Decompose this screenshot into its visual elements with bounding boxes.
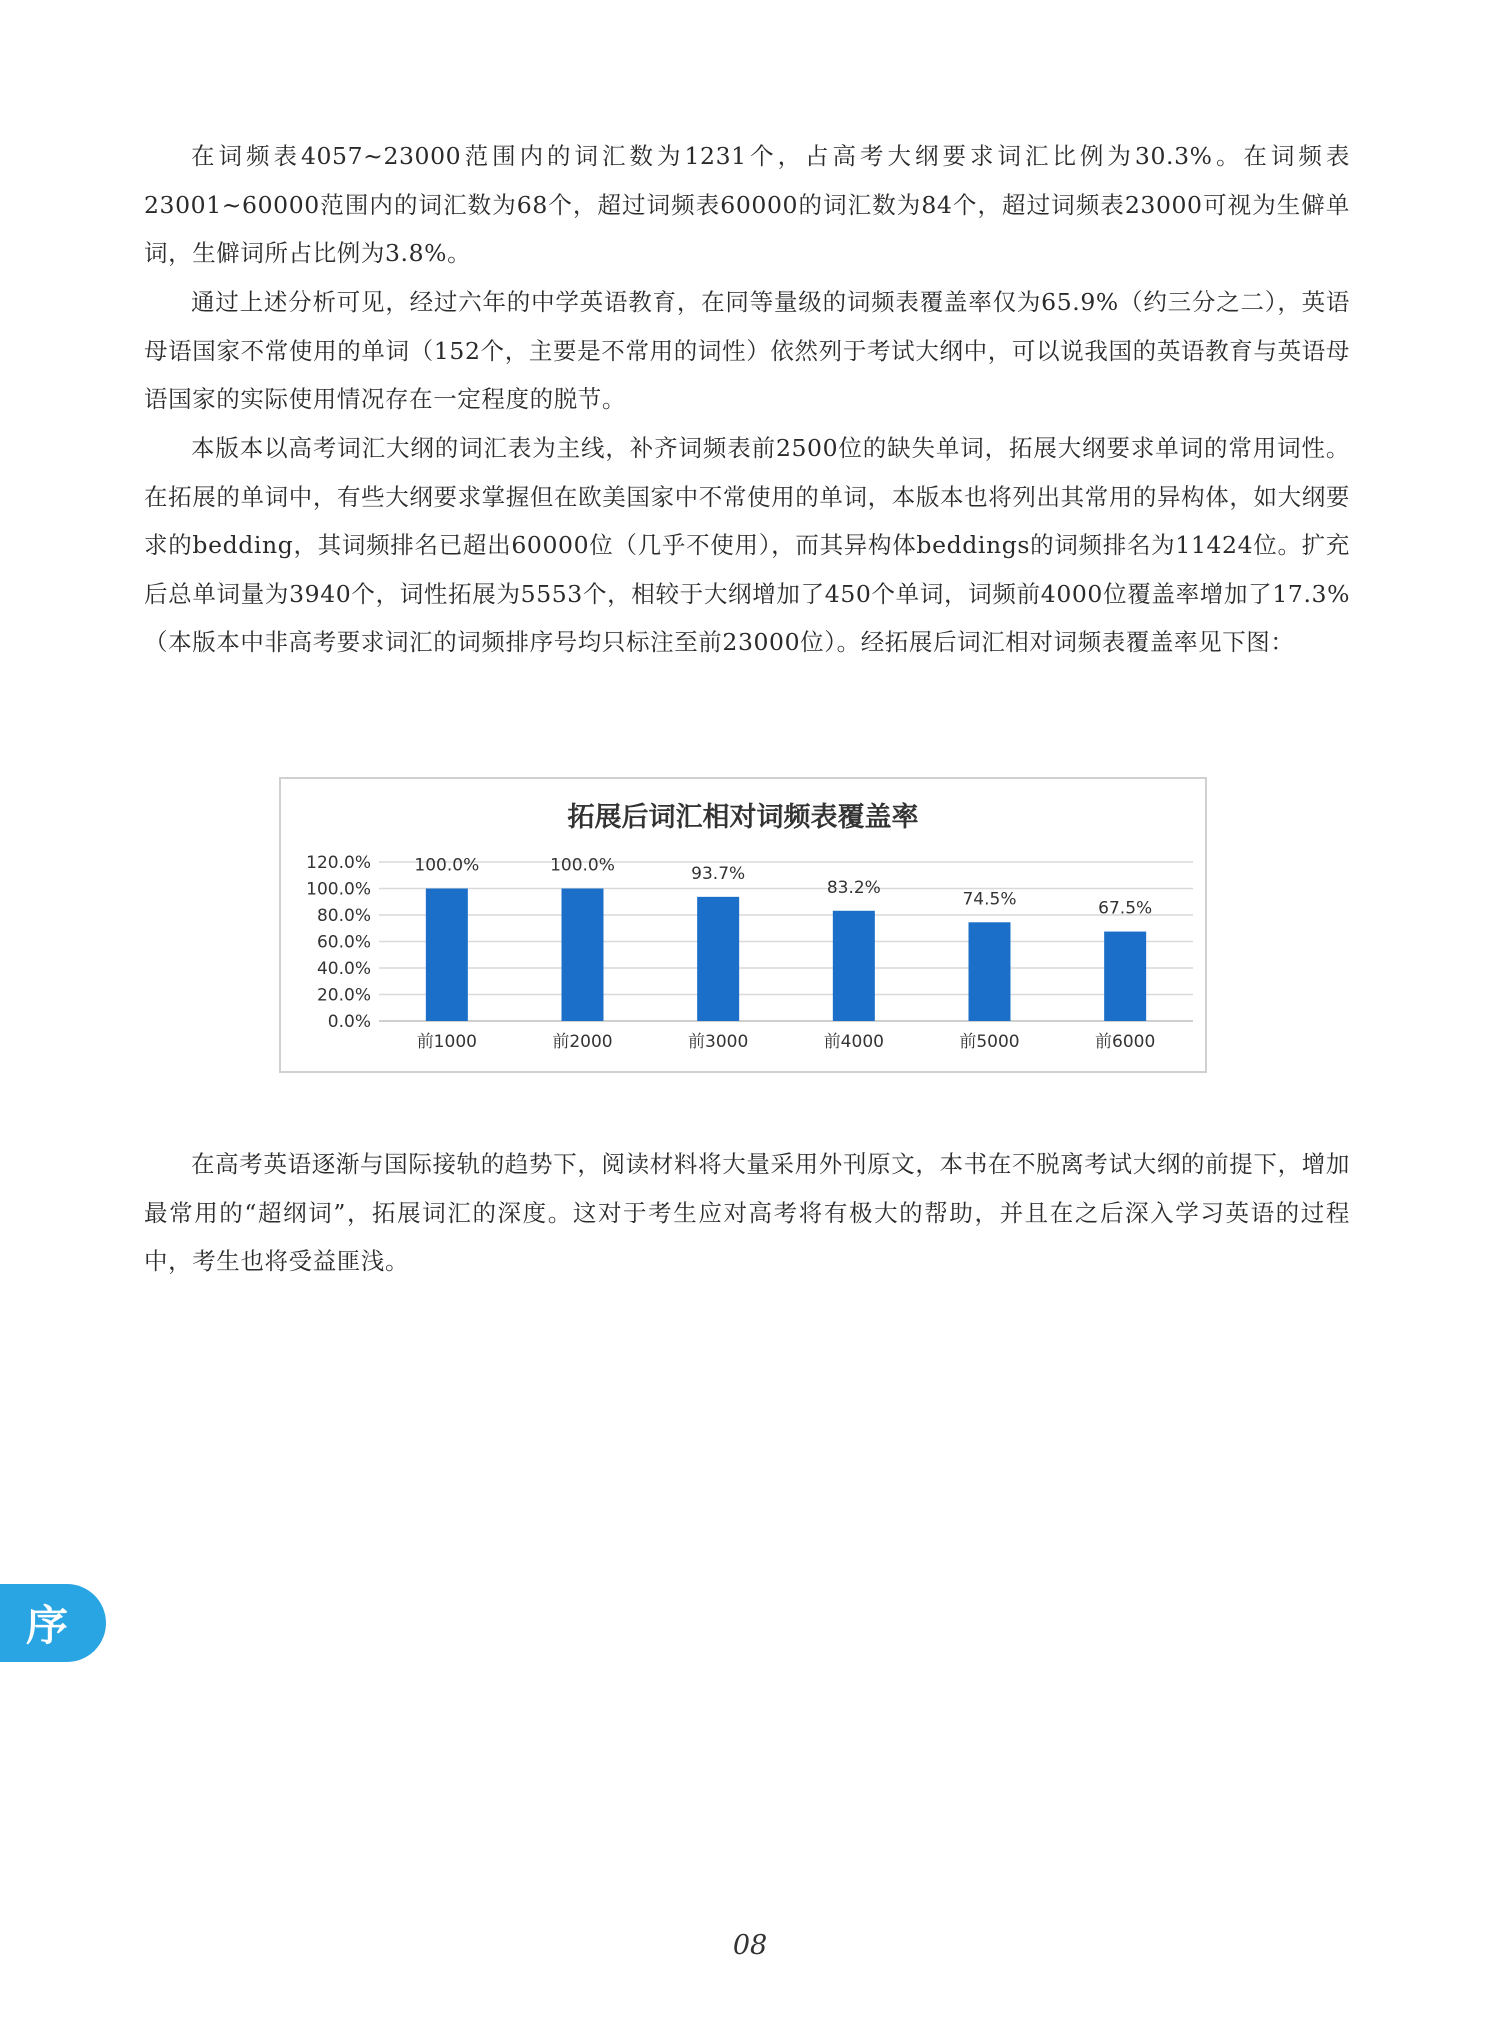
chart-title: 拓展后词汇相对词频表覆盖率: [567, 802, 919, 833]
bar-value-label: 83.2%: [826, 877, 881, 898]
bar-value-label: 100.0%: [414, 855, 480, 876]
x-tick-label: 前3000: [688, 1032, 749, 1052]
bar-value-label: 100.0%: [550, 855, 615, 876]
bar: [562, 889, 604, 1022]
bar-value-label: 93.7%: [691, 863, 746, 884]
y-tick-label: 40.0%: [316, 959, 371, 979]
bar: [833, 911, 875, 1021]
y-tick-label: 60.0%: [316, 932, 371, 953]
bar: [969, 922, 1011, 1021]
x-tick-label: 前2000: [552, 1032, 613, 1052]
y-tick-label: 120.0%: [306, 853, 371, 873]
y-tick-label: 80.0%: [316, 906, 371, 926]
bar: [1104, 932, 1146, 1021]
paragraph-3: 本版本以高考词汇大纲的词汇表为主线，补齐词频表前2500位的缺失单词，拓展大纲要求单词的常用词性。在拓展的单词中，有些大纲要求掌握但在欧美国家中不常使用的单词，本版本也将列出其常用的异构体，如大纲要求的bedding，其词频排名已超出60000位（几乎不使用），而其异构体beddings的词频排名为11424位。扩充后总单词量为3940个，词性拓展为5553个，相较于大纲增加了450个单词，词频前4000位覆盖率增加了17.3%（本版本中非高考要求词汇的词频排序号均只标注至前23000位）。经拓展后词汇相对词频表覆盖率见下图：: [144, 434, 1350, 656]
x-tick-label: 前5000: [959, 1032, 1020, 1052]
x-tick-label: 前1000: [416, 1032, 477, 1052]
coverage-chart: [279, 777, 1207, 1073]
bar: [426, 889, 468, 1022]
bar: [697, 897, 739, 1021]
section-tab: [0, 1584, 106, 1662]
x-tick-label: 前4000: [823, 1032, 884, 1052]
section-tab-label: 序: [26, 1601, 69, 1650]
y-tick-label: 100.0%: [306, 879, 371, 900]
bar-value-label: 74.5%: [962, 889, 1017, 910]
y-tick-label: 0.0%: [327, 1012, 371, 1032]
chart-plot: [281, 779, 1205, 1071]
bar-value-label: 67.5%: [1098, 898, 1153, 919]
x-tick-label: 前6000: [1095, 1032, 1156, 1052]
paragraph-4: 在高考英语逐渐与国际接轨的趋势下，阅读材料将大量采用外刊原文，本书在不脱离考试大纲的前提下，增加最常用的“超纲词”，拓展词汇的深度。这对于考生应对高考将有极大的帮助，并且在之后深入学习英语的过程中，考生也将受益匪浅。: [144, 1150, 1350, 1275]
page-number: 08: [732, 1930, 768, 1961]
y-tick-label: 20.0%: [316, 985, 371, 1006]
paragraph-1: 在词频表4057~23000范围内的词汇数为1231个，占高考大纲要求词汇比例为30.3%。在词频表23001~60000范围内的词汇数为68个，超过词频表60000的词汇数为84个，超过词频表23000可视为生僻单词，生僻词所占比例为3.8%。: [144, 142, 1350, 267]
paragraph-2: 通过上述分析可见，经过六年的中学英语教育，在同等量级的词频表覆盖率仅为65.9%（约三分之二），英语母语国家不常使用的单词（152个，主要是不常用的词性）依然列于考试大纲中，可以说我国的英语教育与英语母语国家的实际使用情况存在一定程度的脱节。: [144, 288, 1350, 413]
